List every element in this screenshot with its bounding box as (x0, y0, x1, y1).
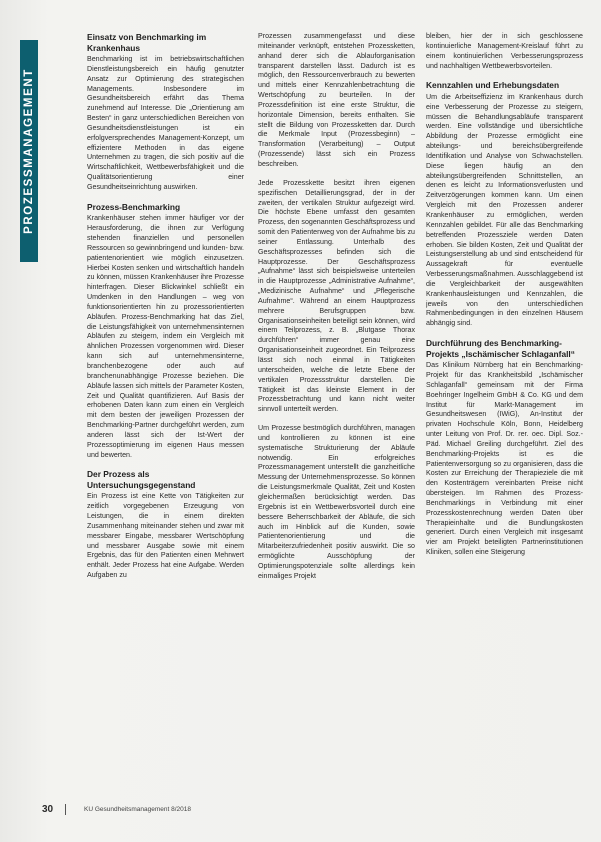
text-column-2 (258, 32, 415, 807)
page-number: 30 (42, 804, 54, 815)
paragraph: Krankenhäuser stehen immer häufiger vor der Herausforderung, die ihnen zur Verfügung stehenden finanziellen und personellen Ressourcen so gewinnbringend und kunden- bzw. patientenorientiert wie möglich einzusetzen. Hierbei Kosten senken und wirtschaftlich handeln zu können, müssen Krankenhäuser ihre Prozesse hinterfragen. Dieser Blickwinkel schließt ein Umdenken in den Handlungen – weg von funktionsorientierten hin zu prozessorientierten Abläufen. Prozess-Benchmarking hat das Ziel, die Leistungsfähigkeit von unternehmensinternen Abläufen zu steigern, indem ein Vergleich mit ähnlichen Prozessen vorgenommen wird. Dieser kann sich auf unternehmensinterne, branchenbezogene oder auch auf branchenunabhängige Prozesse beziehen. Die Abläufe lassen sich mittels der Parameter Kosten, Zeit und Qualität quantifizieren. Auf Basis der erhobenen Daten kann zum einen ein Vergleich mit dem besten der jeweiligen Prozessen der Benchmarking-Partner durchgeführt werden, zum anderen lässt sich der Ist-Wert der Prozessoptimierung im eigenen Haus messen und bewerten. (87, 214, 244, 459)
paragraph: Um die Arbeitseffizienz im Krankenhaus durch eine Verbesserung der Prozesse zu steigern, müssen die Behandlungsabläufe transparent werden. Eine vollständige und übersichtliche Abbildung der Prozesse ermöglicht eine abteilungs- und bereichsübergreifende Identifikation und Analyse von Schwachstellen. Diese liegen häufig an den abteilungsübergreifenden Schnittstellen, an denen es leicht zu Informationsverlusten und Zeitverzögerungen kommen kann. Um einen Vergleich mit den Prozessen anderer Krankenhäuser zu ermöglichen, werden Kennzahlen gebildet. Für alle das Benchmarking betreffenden Prozessziele werden Daten erhoben. Sie bilden Kosten, Zeit und Qualität der Leistungserstellung ab und sind entscheidend für Aussagekraft für eventuelle Verbesserungsmaßnahmen. Ausschlaggebend ist die Vergleichbarkeit der ausgewählten Krankenhausleistungen und Kennzahlen, die jeweils von den unterschiedlichen Rahmenbedingungen in den einzelnen Häusern abhängig sind. (426, 92, 583, 328)
text-column-3 (426, 32, 583, 807)
section-tab (20, 40, 38, 262)
heading-einsatz: Einsatz von Benchmarking im Krankenhaus (87, 32, 207, 53)
paragraph: Prozessen zusammengefasst und diese miteinander verknüpft, entstehen Prozessketten, anhand derer sich die Ablauforganisation transparent darstellen lässt. Dadurch ist es möglich, den Ressourcenverbrauch zu bewerten und mittels einer Kennzahlenbetrachtung die Wertschöpfung zu beurteilen. In der Prozessdefinition ist eine erste Struktur, die horizontale Dimension, bereits enthalten. Sie stellt die Bildung von Prozessketten dar. Durch die Merkmale Input (Prozessbeginn) – Transformation (Verarbeitung) – Output (Prozessende) lässt sich ein Prozess beschreiben. (258, 32, 415, 168)
paragraph: Das Klinikum Nürnberg hat ein Benchmarking-Projekt für das Krankheitsbild „Ischämischer Schlaganfall“ gemeinsam mit der Firma Boehringer Ingelheim GmbH & Co. KG und dem Institut für Markt-Management im Gesundheitswesen (IWiG), An-Institut der privaten Hochschule Köln, Bonn, Heidelberg unter Leitung von Prof. Dr. rer. oec. Dipl. Soz.-Päd. Michael Greiling durchgeführt. Ziel des Benchmarking-Projekts ist es die Patientenversorgung so zu organisieren, dass die Kosten zur Erreichung der Therapieziele die mit den Kostenträgern vereinbarten Preise nicht übersteigen. Im Rahmen des Prozess-Benchmarkings in Verbindung mit einer Prozesskostenrechnung werden Daten über Therapieinhalte und die Bundlungskosten generiert. Durch einen Vergleich mit insgesamt vier am Projekt beteiligten Partnerinstitutionen Kliniken, sollen eine Steigerung (426, 361, 583, 557)
text-column-1 (87, 32, 244, 807)
page-footer (42, 803, 562, 817)
footer-divider (65, 804, 66, 815)
heading-prozess-benchmarking: Prozess-Benchmarking (87, 201, 181, 212)
paragraph: bleiben, hier der in sich geschlossene kontinuierliche Management-Kreislauf führt zu einem kontinuierlichen Verbesserungsprozess und nachhaltigen Wettbewerbsvorteilen. (426, 32, 583, 70)
heading-durchfuehrung: Durchführung des Benchmarking-Projekts „Ischämischer Schlaganfall“ (426, 338, 575, 359)
heading-prozess-untersuchung: Der Prozess als Untersuchungsgegenstand (87, 469, 196, 490)
paragraph: Ein Prozess ist eine Kette von Tätigkeiten zur zeitlich vorgegebenen Erzeugung von Leistungen, die in einem direkten Zusammenhang miteinander stehen und zwar mit messbarer Eingabe, messbarer Wertschöpfung und messbarer Ausgabe sowie mit einem Ergebnis, das für den Patienten einen Mehrwert enthält. Jeder Prozess hat eine Aufgabe. Werden Aufgaben zu (87, 492, 244, 580)
section-tab-label: PROZESSMANAGEMENT (23, 68, 35, 234)
paragraph: Benchmarking ist im betriebswirtschaftlichen Dienstleistungsbereich ein häufig genutzter Ansatz zur Optimierung des strategischen Managements. Insbesondere im Gesundheitsbereich erfährt das Thema zunehmend auf Interesse. Die „Orientierung am Besten“ in ganz unterschiedlichen Bereichen von Gesundheitsdienstleistungen ist ein erfolgversprechendes Management-Konzept, um effizientere Methoden in das eigene Unternehmen zu tragen, die sich positiv auf die Wirtschaftlichkeit, Wettbewerbsfähigkeit und die Qualitätsorientierung einer Gesundheitseinrichtung auswirken. (87, 55, 244, 191)
paragraph: Um Prozesse bestmöglich durchführen, managen und kontrollieren zu können ist eine systematische Strukturierung der Abläufe notwendig. Ein erfolgreiches Prozessmanagement unterstellt die ganzheitliche Messung der Unternehmensprozesse. So können die Leistungsmerkmale Qualität, Zeit und Kosten gleichermaßen berücksichtigt werden. Das Ergebnis ist ein Wettbewerbsvorteil durch eine bessere Beherrschbarkeit der Abläufe, die sich auch im Hinblick auf die Kunden, sowie Patientenorientierung und die Mitarbeiterzufriedenheit positiv auswirkt. Die so ermöglichte Ausschöpfung der Optimierungspotenziale sollte allerdings kein einmaliges Projekt (258, 424, 415, 580)
paragraph: Jede Prozesskette besitzt ihren eigenen spezifischen Detaillierungsgrad, der in der zweiten, der vertikalen Struktur aufgezeigt wird. Die höchste Ebene umfasst den gesamten Prozess, den sogenannten Geschäftsprozess und somit den Patientenweg von der Aufnahme bis zu seiner Entlassung. Unterhalb des Geschäftsprozesses befinden sich die Hauptprozesse. Der Geschäftsprozess „Aufnahme“ lässt sich beispielsweise unterteilen in die Hauptprozesse „Administrative Aufnahme“, „Medizinische Aufnahme“ und „Pflegerische Aufnahme“. Während an einem Hauptprozess mehrere Berufsgruppen bzw. Organisationseinheiten beteiligt sein können, wird einem Teilprozess, z. B. „Blutgase Thorax durchführen“ immer genau eine Organisationseinheit zugeordnet. Ein Teilprozess lässt sich noch einmal in Tätigkeiten unterscheiden, welche die letzte Ebene der vertikalen Prozessstruktur darstellen. Die Tätigkeit ist das kleinste Element in der Prozessbetrachtung und kann nicht weiter sinnvoll unterteilt werden. (258, 178, 415, 414)
heading-kennzahlen: Kennzahlen und Erhebungsdaten (426, 80, 560, 91)
journal-name: KU Gesundheitsmanagement 8/2018 (84, 806, 191, 813)
